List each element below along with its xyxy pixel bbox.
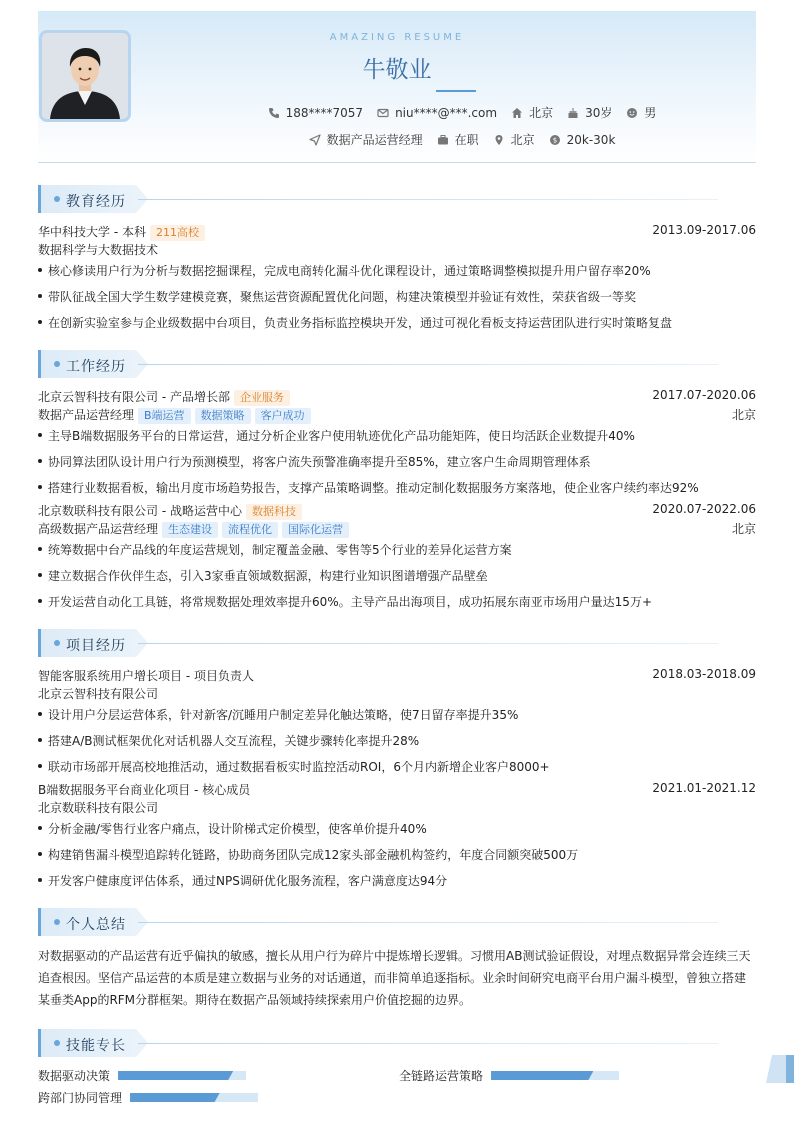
school-name: 华中科技大学 - 本科	[38, 225, 146, 239]
job-intent-row	[38, 131, 756, 148]
age-text: 30岁	[585, 106, 613, 120]
email-info	[377, 106, 497, 120]
list-item: 开发客户健康度评估体系，通过NPS调研优化服务流程，客户满意度达94分	[38, 872, 756, 889]
city-info	[511, 104, 553, 121]
skill-level-fill	[491, 1071, 593, 1080]
work-city: 北京	[731, 522, 756, 536]
list-item: 协同算法团队设计用户行为预测模型，将客户流失预警准确率提升至85%，建立客户生命周期管理体系	[38, 453, 756, 470]
gender-info	[626, 104, 656, 121]
salary-info	[549, 133, 616, 147]
location-pin-icon	[493, 134, 505, 146]
section-title-projects	[38, 629, 738, 657]
school-tag: 211高校	[150, 225, 205, 241]
corner-decoration	[766, 1055, 794, 1083]
skill-tag: 国际化运营	[282, 522, 349, 538]
email-text: niu****@***.com	[395, 105, 498, 120]
list-item: 设计用户分层运营体系，针对新客/沉睡用户制定差异化触达策略，使7日留存率提升35%	[38, 706, 756, 723]
work-header	[38, 388, 756, 406]
education-date: 2013.09-2017.06	[652, 223, 756, 237]
list-item: 统筹数据中台产品线的年度运营规划，制定覆盖金融、零售等5个行业的差异化运营方案	[38, 541, 756, 558]
list-item: 开发运营自动化工具链，将常规数据处理效率提升60%。主导产品出海项目，成功拓展东南亚市场用户量达15万+	[38, 593, 756, 610]
project-header	[38, 781, 756, 798]
contact-row	[38, 104, 756, 121]
skill-item	[38, 1067, 246, 1084]
money-icon	[549, 134, 561, 146]
work-city: 北京	[731, 408, 756, 422]
name-underline	[436, 90, 476, 92]
section-label: 教育经历	[66, 194, 126, 210]
briefcase-icon	[437, 134, 449, 146]
svg-text:$: $	[552, 136, 557, 144]
cake-icon	[567, 107, 579, 119]
section-label: 项目经历	[66, 638, 126, 654]
skill-level-bar	[491, 1071, 619, 1080]
skill-tag: 流程优化	[222, 522, 278, 538]
phone-info	[268, 106, 363, 120]
candidate-name: 牛敬业	[362, 57, 432, 83]
status-info	[437, 131, 479, 148]
skill-level-bar	[130, 1093, 258, 1102]
work-date: 2020.07-2022.06	[652, 502, 756, 516]
list-item: 搭建A/B测试框架优化对话机器人交互流程，关键步骤转化率提升28%	[38, 732, 756, 749]
section-label: 技能专长	[66, 1038, 126, 1054]
work-header	[38, 502, 756, 520]
mail-icon	[377, 107, 389, 119]
company-name: 北京数联科技有限公司 - 战略运营中心	[38, 504, 242, 518]
target-job-info	[309, 131, 423, 148]
list-item: 搭建行业数据看板，输出月度市场趋势报告，支撑产品策略调整。推动定制化数据服务方案落地，使企业客户续约率达92%	[38, 479, 756, 496]
skill-tag: 数据策略	[195, 408, 251, 424]
work-date: 2017.07-2020.06	[652, 388, 756, 402]
summary-text: 对数据驱动的产品运营有近乎偏执的敏感，擅长从用户行为碎片中提炼增长逻辑。习惯用AB测试验证假设，对埋点数据异常会连续三天追查根因。坚信产品运营的本质是建立数据与业务的对话通道，而非简单追逐指标。业余时间研究电商平台用户漏斗模型，曾独立搭建某垂类App的RFM分群框架。期待在数据产品领域持续探索用户价值挖掘的边界。	[38, 949, 751, 1007]
skill-item	[399, 1067, 619, 1084]
skill-name: 跨部门协同管理	[38, 1091, 123, 1105]
project-title: 智能客服系统用户增长项目 - 项目负责人	[38, 669, 254, 683]
project-header	[38, 667, 756, 684]
section-title-education	[38, 185, 738, 213]
target-city-info	[493, 131, 535, 148]
list-item: 主导B端数据服务平台的日常运营，通过分析企业客户使用轨迹优化产品功能矩阵，使日均活跃企业数提升40%	[38, 427, 756, 444]
send-icon	[309, 134, 321, 146]
project-company: 北京云智科技有限公司	[38, 687, 159, 701]
salary-text: 20k-30k	[566, 132, 616, 147]
phone-icon	[268, 107, 280, 119]
smile-icon	[626, 107, 638, 119]
skill-tag: B端运营	[138, 408, 191, 424]
job-role: 数据产品运营经理	[38, 408, 135, 422]
skill-item	[38, 1089, 258, 1106]
project-title: B端数据服务平台商业化项目 - 核心成员	[38, 783, 251, 797]
job-role: 高级数据产品运营经理	[38, 522, 159, 536]
skill-level-bar	[118, 1071, 246, 1080]
skill-name: 全链路运营策略	[399, 1069, 484, 1083]
gender-text: 男	[644, 106, 657, 120]
target-city-text: 北京	[510, 133, 535, 147]
city-text: 北京	[529, 106, 554, 120]
section-label: 个人总结	[66, 917, 126, 933]
skill-tag: 客户成功	[255, 408, 311, 424]
list-item: 带队征战全国大学生数学建模竞赛，聚焦运营资源配置优化问题，构建决策模型并验证有效性，荣获省级一等奖	[38, 288, 756, 305]
section-title-summary	[38, 908, 738, 936]
list-item: 建立数据合作伙伴生态，引入3家垂直领域数据源，构建行业知识图谱增强产品壁垒	[38, 567, 756, 584]
work-role-row	[38, 520, 756, 538]
industry-tag: 企业服务	[234, 390, 290, 406]
resume-header	[38, 11, 756, 163]
home-icon	[511, 107, 523, 119]
education-major: 数据科学与大数据技术	[38, 243, 159, 257]
age-info	[567, 104, 612, 121]
phone-text: 188****7057	[285, 105, 364, 120]
skill-level-fill	[130, 1093, 220, 1102]
skill-tag: 生态建设	[162, 522, 218, 538]
list-item: 分析金融/零售行业客户痛点，设计阶梯式定价模型，使客单价提升40%	[38, 820, 756, 837]
project-company: 北京数联科技有限公司	[38, 801, 159, 815]
list-item: 联动市场部开展高校地推活动，通过数据看板实时监控活动ROI，6个月内新增企业客户8000+	[38, 758, 756, 775]
list-item: 核心修读用户行为分析与数据挖掘课程，完成电商转化漏斗优化课程设计，通过策略调整模拟提升用户留存率20%	[38, 262, 756, 279]
skill-level-fill	[118, 1071, 233, 1080]
target-job-text: 数据产品运营经理	[326, 133, 423, 147]
work-role-row	[38, 406, 756, 424]
status-text: 在职	[454, 133, 479, 147]
brand-text: AMAZING RESUME	[329, 32, 465, 43]
company-name: 北京云智科技有限公司 - 产品增长部	[38, 390, 230, 404]
section-title-work	[38, 350, 738, 378]
section-label: 工作经历	[66, 359, 126, 375]
project-date: 2021.01-2021.12	[652, 781, 756, 795]
list-item: 在创新实验室参与企业级数据中台项目，负责业务指标监控模块开发，通过可视化看板支持运营团队进行实时策略复盘	[38, 314, 756, 331]
industry-tag: 数据科技	[246, 504, 302, 520]
section-title-skills	[38, 1029, 738, 1057]
project-date: 2018.03-2018.09	[652, 667, 756, 681]
education-header	[38, 223, 756, 241]
skill-name: 数据驱动决策	[38, 1069, 111, 1083]
list-item: 构建销售漏斗模型追踪转化链路，协助商务团队完成12家头部金融机构签约，年度合同额突破500万	[38, 846, 756, 863]
